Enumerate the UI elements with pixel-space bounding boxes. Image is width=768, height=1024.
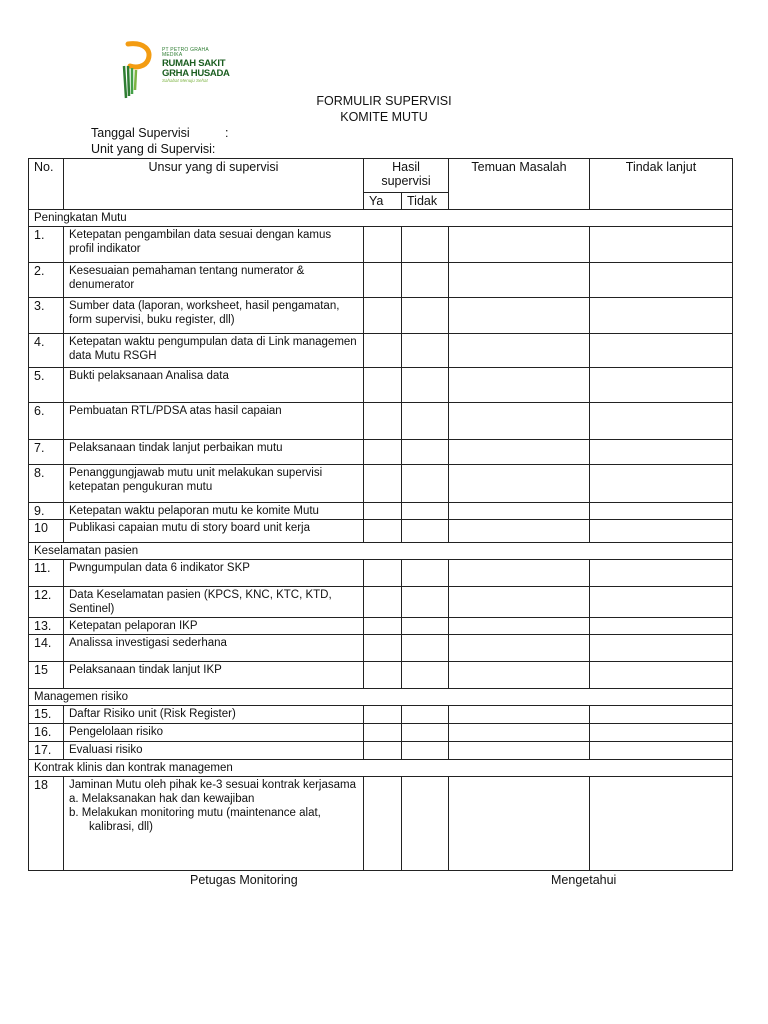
cell-ya[interactable] xyxy=(364,403,402,440)
cell-ya[interactable] xyxy=(364,334,402,368)
cell-ya[interactable] xyxy=(364,465,402,503)
cell-tidak[interactable] xyxy=(402,368,449,403)
cell-ya[interactable] xyxy=(364,440,402,465)
row-text-main: Analissa investigasi sederhana xyxy=(69,637,227,649)
row-text xyxy=(64,587,364,618)
row-text-main: Penanggungjawab mutu unit melakukan supervisi ketepatan pengukuran mutu xyxy=(69,467,323,493)
row-text xyxy=(64,368,364,403)
row-text xyxy=(64,334,364,368)
row-text-main: Ketepatan waktu pengumpulan data di Link managemen data Mutu RSGH xyxy=(69,336,357,362)
row-number: 15. xyxy=(29,706,64,724)
cell-tindak[interactable] xyxy=(590,618,733,635)
row-number: 15 xyxy=(29,662,64,689)
cell-tindak[interactable] xyxy=(590,724,733,742)
row-text xyxy=(64,520,364,543)
header-temuan: Temuan Masalah xyxy=(449,159,590,210)
row-text xyxy=(64,298,364,334)
cell-temuan[interactable] xyxy=(449,298,590,334)
cell-ya[interactable] xyxy=(364,560,402,587)
cell-tidak[interactable] xyxy=(402,742,449,760)
row-text xyxy=(64,227,364,263)
table-row xyxy=(29,635,733,662)
table-row xyxy=(29,298,733,334)
row-text-main: Sumber data (laporan, worksheet, hasil pengamatan, form supervisi, buku register, dll) xyxy=(69,300,340,326)
cell-tidak[interactable] xyxy=(402,227,449,263)
section-title: Peningkatan Mutu xyxy=(29,210,733,227)
table-body xyxy=(29,210,733,871)
cell-tidak[interactable] xyxy=(402,777,449,871)
logo-company: PT PETRO GRAHA MEDIKA xyxy=(162,47,209,58)
row-text xyxy=(64,503,364,520)
cell-tindak[interactable] xyxy=(590,503,733,520)
row-number: 9. xyxy=(29,503,64,520)
table-row xyxy=(29,587,733,618)
section-row xyxy=(29,760,733,777)
cell-ya[interactable] xyxy=(364,520,402,543)
logo-name-line2: GRHA HUSADA xyxy=(162,67,230,79)
cell-tidak[interactable] xyxy=(402,298,449,334)
cell-tindak[interactable] xyxy=(590,742,733,760)
row-text-main: Daftar Risiko unit (Risk Register) xyxy=(69,708,236,720)
cell-temuan[interactable] xyxy=(449,560,590,587)
row-number: 17. xyxy=(29,742,64,760)
section-title: Managemen risiko xyxy=(29,689,733,706)
cell-temuan[interactable] xyxy=(449,368,590,403)
table-row xyxy=(29,403,733,440)
cell-temuan[interactable] xyxy=(449,503,590,520)
row-text-main: Evaluasi risiko xyxy=(69,744,143,756)
table-row xyxy=(29,742,733,760)
cell-tindak[interactable] xyxy=(590,403,733,440)
form-subtitle: KOMITE MUTU xyxy=(340,110,428,124)
row-text-main: Kesesuaian pemahaman tentang numerator & denumerator xyxy=(69,265,305,291)
row-number: 8. xyxy=(29,465,64,503)
row-text-main: Ketepatan pengambilan data sesuai dengan kamus profil indikator xyxy=(69,229,332,255)
cell-tindak[interactable] xyxy=(590,587,733,618)
row-number: 16. xyxy=(29,724,64,742)
table-row xyxy=(29,520,733,543)
cell-temuan[interactable] xyxy=(449,777,590,871)
row-text-main: Jaminan Mutu oleh pihak ke-3 sesuai kontrak kerjasama xyxy=(69,779,357,791)
row-text-main: Pengelolaan risiko xyxy=(69,726,163,738)
row-text xyxy=(64,635,364,662)
row-text xyxy=(64,742,364,760)
row-number: 7. xyxy=(29,440,64,465)
row-number: 13. xyxy=(29,618,64,635)
cell-tindak[interactable] xyxy=(590,520,733,543)
cell-tindak[interactable] xyxy=(590,635,733,662)
row-number: 14. xyxy=(29,635,64,662)
cell-ya[interactable] xyxy=(364,368,402,403)
row-text-main: Pwngumpulan data 6 indikator SKP xyxy=(69,562,250,574)
cell-ya[interactable] xyxy=(364,227,402,263)
cell-temuan[interactable] xyxy=(449,263,590,298)
table-row xyxy=(29,440,733,465)
row-text-main: Bukti pelaksanaan Analisa data xyxy=(69,370,229,382)
signature-petugas: Petugas Monitoring xyxy=(190,873,298,887)
cell-temuan[interactable] xyxy=(449,227,590,263)
cell-temuan[interactable] xyxy=(449,724,590,742)
cell-tindak[interactable] xyxy=(590,777,733,871)
cell-temuan[interactable] xyxy=(449,465,590,503)
cell-tindak[interactable] xyxy=(590,227,733,263)
row-text-main: Ketepatan waktu pelaporan mutu ke komite Mutu xyxy=(69,505,319,517)
row-text xyxy=(64,465,364,503)
cell-tidak[interactable] xyxy=(402,465,449,503)
table-row xyxy=(29,618,733,635)
row-number: 18 xyxy=(29,777,64,871)
hospital-logo xyxy=(118,40,230,102)
cell-ya[interactable] xyxy=(364,503,402,520)
field-unit[interactable] xyxy=(91,142,215,156)
cell-tindak[interactable] xyxy=(590,662,733,689)
cell-tindak[interactable] xyxy=(590,465,733,503)
cell-tindak[interactable] xyxy=(590,560,733,587)
row-number: 4. xyxy=(29,334,64,368)
cell-temuan[interactable] xyxy=(449,618,590,635)
table-row xyxy=(29,724,733,742)
cell-ya[interactable] xyxy=(364,635,402,662)
row-sub-list xyxy=(69,792,358,834)
field-unit-sep: : xyxy=(211,142,216,156)
cell-ya[interactable] xyxy=(364,706,402,724)
cell-ya[interactable] xyxy=(364,263,402,298)
table-row xyxy=(29,777,733,871)
cell-tidak[interactable] xyxy=(402,503,449,520)
cell-tindak[interactable] xyxy=(590,706,733,724)
section-row xyxy=(29,689,733,706)
row-sub-item: b. Melakukan monitoring mutu (maintenance alat, kalibrasi, dll) xyxy=(69,807,321,833)
field-tanggal-sep: : xyxy=(225,126,229,140)
row-number: 6. xyxy=(29,403,64,440)
cell-ya[interactable] xyxy=(364,298,402,334)
logo-name-line1: RUMAH SAKIT xyxy=(162,58,226,69)
cell-tidak[interactable] xyxy=(402,724,449,742)
cell-ya[interactable] xyxy=(364,618,402,635)
row-text-main: Pelaksanaan tindak lanjut perbaikan mutu xyxy=(69,442,283,454)
row-text xyxy=(64,263,364,298)
row-text xyxy=(64,662,364,689)
row-text xyxy=(64,618,364,635)
row-number: 10 xyxy=(29,520,64,543)
table-row xyxy=(29,334,733,368)
row-number: 12. xyxy=(29,587,64,618)
cell-tindak[interactable] xyxy=(590,298,733,334)
row-text xyxy=(64,706,364,724)
row-number: 11. xyxy=(29,560,64,587)
row-text xyxy=(64,724,364,742)
cell-tidak[interactable] xyxy=(402,635,449,662)
row-text-main: Pembuatan RTL/PDSA atas hasil capaian xyxy=(69,405,282,417)
cell-temuan[interactable] xyxy=(449,662,590,689)
cell-ya[interactable] xyxy=(364,742,402,760)
table-row xyxy=(29,706,733,724)
signature-mengetahui: Mengetahui xyxy=(551,873,617,887)
table-row xyxy=(29,465,733,503)
cell-tindak[interactable] xyxy=(590,440,733,465)
table-row xyxy=(29,503,733,520)
cell-tidak[interactable] xyxy=(402,662,449,689)
row-text xyxy=(64,440,364,465)
header-ya: Ya xyxy=(364,193,402,210)
table-row xyxy=(29,662,733,689)
section-row xyxy=(29,210,733,227)
cell-temuan[interactable] xyxy=(449,440,590,465)
row-text xyxy=(64,403,364,440)
cell-ya[interactable] xyxy=(364,662,402,689)
cell-temuan[interactable] xyxy=(449,403,590,440)
cell-ya[interactable] xyxy=(364,777,402,871)
header-unsur: Unsur yang di supervisi xyxy=(64,159,364,210)
header-tindak: Tindak lanjut xyxy=(590,159,733,210)
supervision-table xyxy=(28,158,733,871)
header-hasil: Hasil supervisi xyxy=(364,159,449,193)
table-row xyxy=(29,560,733,587)
cell-tindak[interactable] xyxy=(590,334,733,368)
section-row xyxy=(29,543,733,560)
cell-tidak[interactable] xyxy=(402,403,449,440)
cell-temuan[interactable] xyxy=(449,742,590,760)
field-tanggal-label: Tanggal Supervisi xyxy=(91,126,190,140)
cell-temuan[interactable] xyxy=(449,706,590,724)
header-no: No. xyxy=(29,159,64,210)
header-tidak: Tidak xyxy=(402,193,449,210)
cell-tidak[interactable] xyxy=(402,560,449,587)
section-title: Kontrak klinis dan kontrak managemen xyxy=(29,760,733,777)
cell-tidak[interactable] xyxy=(402,520,449,543)
row-number: 5. xyxy=(29,368,64,403)
cell-temuan[interactable] xyxy=(449,587,590,618)
cell-tidak[interactable] xyxy=(402,440,449,465)
table-row xyxy=(29,263,733,298)
row-number: 3. xyxy=(29,298,64,334)
cell-tidak[interactable] xyxy=(402,263,449,298)
row-text-main: Ketepatan pelaporan IKP xyxy=(69,620,198,632)
row-sub-item: a. Melaksanakan hak dan kewajiban xyxy=(69,793,255,805)
table-row xyxy=(29,227,733,263)
row-text-main: Publikasi capaian mutu di story board unit kerja xyxy=(69,522,310,534)
row-number: 2. xyxy=(29,263,64,298)
logo-tagline: Sahabat Menuju Sehat xyxy=(162,78,208,83)
cell-temuan[interactable] xyxy=(449,520,590,543)
cell-tindak[interactable] xyxy=(590,368,733,403)
row-text-main: Data Keselamatan pasien (KPCS, KNC, KTC, KTD, Sentinel) xyxy=(69,589,332,615)
cell-tidak[interactable] xyxy=(402,706,449,724)
row-text xyxy=(64,560,364,587)
cell-tidak[interactable] xyxy=(402,618,449,635)
cell-ya[interactable] xyxy=(364,724,402,742)
cell-temuan[interactable] xyxy=(449,334,590,368)
field-tanggal[interactable] xyxy=(91,126,228,140)
cell-tidak[interactable] xyxy=(402,334,449,368)
hospital-logo-icon xyxy=(118,40,162,102)
table-row xyxy=(29,368,733,403)
cell-tindak[interactable] xyxy=(590,263,733,298)
form-title: FORMULIR SUPERVISI xyxy=(316,94,452,108)
cell-temuan[interactable] xyxy=(449,635,590,662)
cell-ya[interactable] xyxy=(364,587,402,618)
cell-tidak[interactable] xyxy=(402,587,449,618)
field-unit-label: Unit yang di Supervisi xyxy=(91,142,212,156)
section-title: Keselamatan pasien xyxy=(29,543,733,560)
row-text xyxy=(64,777,364,871)
row-number: 1. xyxy=(29,227,64,263)
row-text-main: Pelaksanaan tindak lanjut IKP xyxy=(69,664,222,676)
